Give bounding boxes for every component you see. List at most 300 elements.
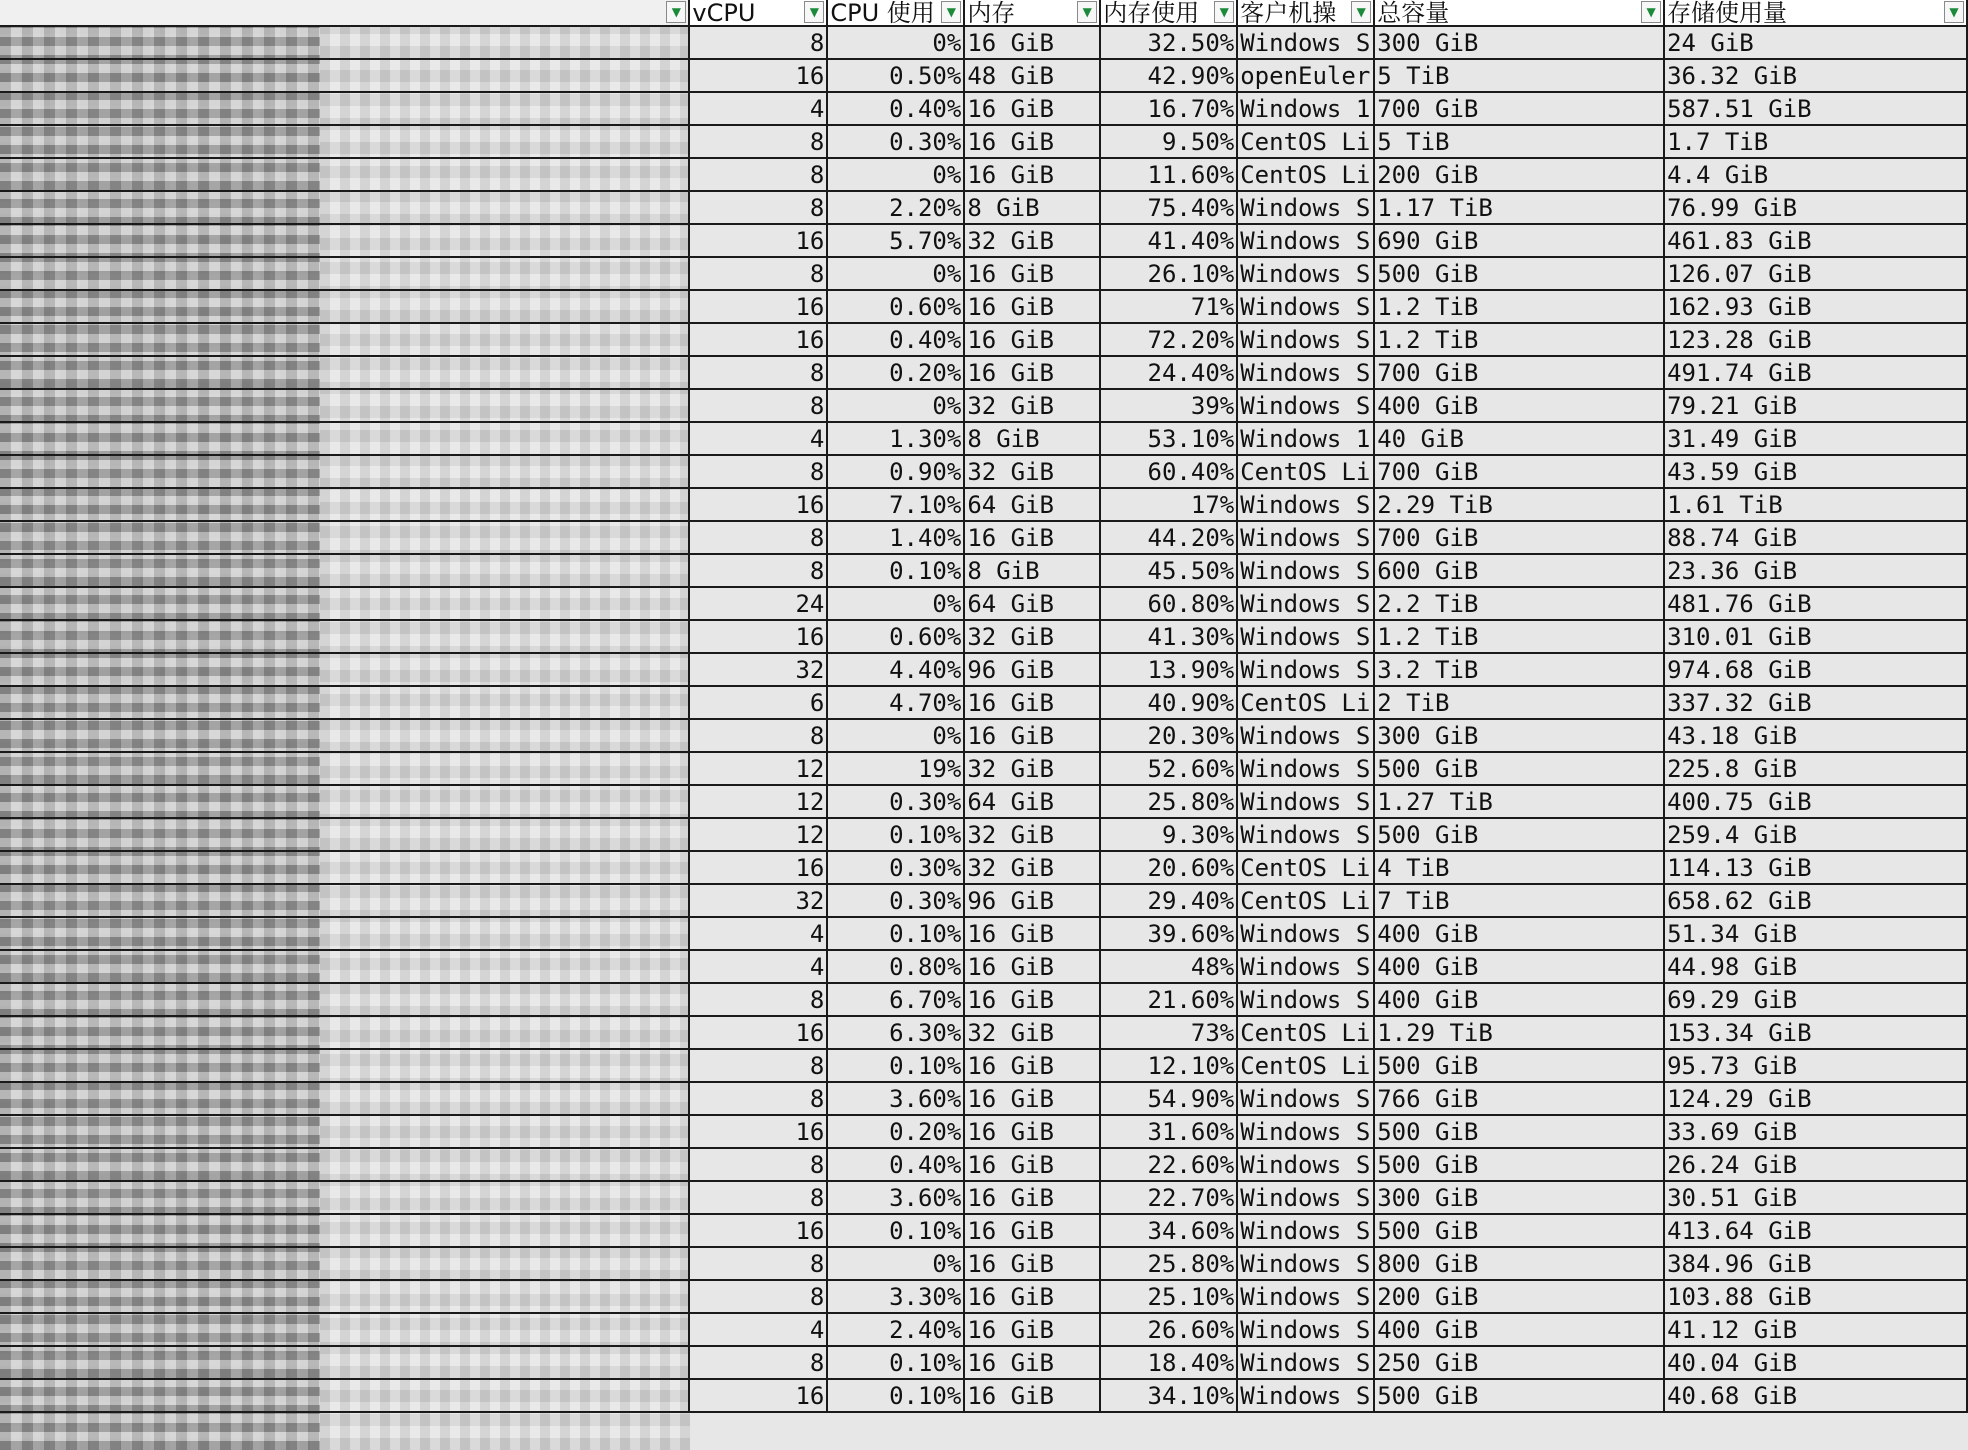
cell-redacted-name[interactable] [0,587,689,620]
cell-memory[interactable]: 16 GiB [964,356,1100,389]
cell-guest-os[interactable]: Windows S [1237,1148,1374,1181]
cell-total-capacity[interactable]: 700 GiB [1374,521,1664,554]
cell-redacted-name[interactable] [0,917,689,950]
cell-storage-usage[interactable]: 123.28 GiB [1664,323,1967,356]
filter-dropdown-icon[interactable]: ▼ [1641,1,1661,23]
cell-total-capacity[interactable]: 500 GiB [1374,1379,1664,1412]
cell-vcpu[interactable]: 8 [689,1181,827,1214]
cell-guest-os[interactable]: Windows S [1237,389,1374,422]
cell-guest-os[interactable]: Windows S [1237,488,1374,521]
cell-storage-usage[interactable]: 413.64 GiB [1664,1214,1967,1247]
cell-total-capacity[interactable]: 1.29 TiB [1374,1016,1664,1049]
cell-redacted-name[interactable] [0,752,689,785]
cell-total-capacity[interactable]: 400 GiB [1374,950,1664,983]
cell-memory[interactable]: 16 GiB [964,983,1100,1016]
cell-mem-usage[interactable]: 22.60% [1100,1148,1237,1181]
cell-guest-os[interactable]: Windows S [1237,290,1374,323]
cell-memory[interactable]: 96 GiB [964,884,1100,917]
cell-mem-usage[interactable]: 75.40% [1100,191,1237,224]
cell-cpu-usage[interactable]: 2.20% [827,191,964,224]
cell-vcpu[interactable]: 16 [689,1214,827,1247]
cell-cpu-usage[interactable]: 19% [827,752,964,785]
cell-cpu-usage[interactable]: 0.30% [827,785,964,818]
cell-storage-usage[interactable]: 337.32 GiB [1664,686,1967,719]
cell-redacted-name[interactable] [0,92,689,125]
cell-storage-usage[interactable]: 41.12 GiB [1664,1313,1967,1346]
cell-cpu-usage[interactable]: 0.50% [827,59,964,92]
header-vcpu[interactable] [689,0,827,26]
cell-redacted-name[interactable] [0,818,689,851]
cell-redacted-name[interactable] [0,950,689,983]
cell-total-capacity[interactable]: 5 TiB [1374,59,1664,92]
cell-vcpu[interactable]: 8 [689,719,827,752]
cell-redacted-name[interactable] [0,224,689,257]
cell-cpu-usage[interactable]: 5.70% [827,224,964,257]
cell-memory[interactable]: 96 GiB [964,653,1100,686]
cell-storage-usage[interactable]: 1.61 TiB [1664,488,1967,521]
cell-guest-os[interactable]: Windows S [1237,323,1374,356]
cell-memory[interactable]: 16 GiB [964,521,1100,554]
cell-total-capacity[interactable]: 250 GiB [1374,1346,1664,1379]
cell-storage-usage[interactable]: 95.73 GiB [1664,1049,1967,1082]
cell-total-capacity[interactable]: 2 TiB [1374,686,1664,719]
cell-vcpu[interactable]: 4 [689,1313,827,1346]
cell-redacted-name[interactable] [0,1247,689,1280]
cell-memory[interactable]: 16 GiB [964,1181,1100,1214]
cell-vcpu[interactable]: 8 [689,1247,827,1280]
cell-memory[interactable]: 8 GiB [964,422,1100,455]
cell-cpu-usage[interactable]: 0.60% [827,620,964,653]
cell-redacted-name[interactable] [0,1214,689,1247]
cell-cpu-usage[interactable]: 0.10% [827,1214,964,1247]
cell-guest-os[interactable]: Windows S [1237,1280,1374,1313]
cell-memory[interactable]: 16 GiB [964,1280,1100,1313]
cell-total-capacity[interactable]: 500 GiB [1374,1049,1664,1082]
cell-storage-usage[interactable]: 481.76 GiB [1664,587,1967,620]
cell-redacted-name[interactable] [0,323,689,356]
cell-total-capacity[interactable]: 400 GiB [1374,389,1664,422]
cell-vcpu[interactable]: 16 [689,1016,827,1049]
cell-storage-usage[interactable]: 124.29 GiB [1664,1082,1967,1115]
cell-guest-os[interactable]: Windows S [1237,785,1374,818]
cell-storage-usage[interactable]: 587.51 GiB [1664,92,1967,125]
cell-guest-os[interactable]: Windows S [1237,1214,1374,1247]
cell-mem-usage[interactable]: 39.60% [1100,917,1237,950]
cell-guest-os[interactable]: Windows S [1237,521,1374,554]
cell-redacted-name[interactable] [0,884,689,917]
cell-mem-usage[interactable]: 9.50% [1100,125,1237,158]
cell-total-capacity[interactable]: 300 GiB [1374,26,1664,59]
cell-memory[interactable]: 16 GiB [964,92,1100,125]
cell-vcpu[interactable]: 12 [689,818,827,851]
cell-mem-usage[interactable]: 25.80% [1100,1247,1237,1280]
cell-redacted-name[interactable] [0,1181,689,1214]
cell-cpu-usage[interactable]: 0.40% [827,92,964,125]
cell-total-capacity[interactable]: 1.2 TiB [1374,620,1664,653]
cell-memory[interactable]: 32 GiB [964,620,1100,653]
cell-storage-usage[interactable]: 126.07 GiB [1664,257,1967,290]
cell-mem-usage[interactable]: 22.70% [1100,1181,1237,1214]
cell-redacted-name[interactable] [0,1313,689,1346]
cell-mem-usage[interactable]: 60.40% [1100,455,1237,488]
cell-mem-usage[interactable]: 48% [1100,950,1237,983]
cell-memory[interactable]: 64 GiB [964,587,1100,620]
cell-redacted-name[interactable] [0,719,689,752]
filter-dropdown-icon[interactable]: ▼ [1351,1,1371,23]
cell-storage-usage[interactable]: 103.88 GiB [1664,1280,1967,1313]
cell-vcpu[interactable]: 16 [689,851,827,884]
cell-guest-os[interactable]: Windows S [1237,191,1374,224]
cell-mem-usage[interactable]: 45.50% [1100,554,1237,587]
cell-total-capacity[interactable]: 300 GiB [1374,719,1664,752]
cell-total-capacity[interactable]: 500 GiB [1374,818,1664,851]
filter-dropdown-icon[interactable]: ▼ [804,1,824,23]
cell-storage-usage[interactable]: 4.4 GiB [1664,158,1967,191]
filter-dropdown-icon[interactable]: ▼ [666,1,686,23]
cell-memory[interactable]: 16 GiB [964,1379,1100,1412]
cell-mem-usage[interactable]: 42.90% [1100,59,1237,92]
cell-memory[interactable]: 48 GiB [964,59,1100,92]
cell-memory[interactable]: 8 GiB [964,554,1100,587]
cell-memory[interactable]: 16 GiB [964,290,1100,323]
cell-guest-os[interactable]: CentOS Li [1237,1016,1374,1049]
cell-vcpu[interactable]: 8 [689,554,827,587]
cell-mem-usage[interactable]: 44.20% [1100,521,1237,554]
cell-guest-os[interactable]: Windows S [1237,818,1374,851]
cell-guest-os[interactable]: Windows S [1237,587,1374,620]
cell-vcpu[interactable]: 24 [689,587,827,620]
cell-redacted-name[interactable] [0,851,689,884]
cell-memory[interactable]: 16 GiB [964,1214,1100,1247]
cell-memory[interactable]: 16 GiB [964,26,1100,59]
cell-memory[interactable]: 16 GiB [964,917,1100,950]
cell-cpu-usage[interactable]: 0.10% [827,1346,964,1379]
cell-storage-usage[interactable]: 974.68 GiB [1664,653,1967,686]
cell-storage-usage[interactable]: 23.36 GiB [1664,554,1967,587]
cell-guest-os[interactable]: CentOS Li [1237,158,1374,191]
cell-cpu-usage[interactable]: 0.30% [827,884,964,917]
cell-vcpu[interactable]: 32 [689,653,827,686]
cell-total-capacity[interactable]: 500 GiB [1374,1148,1664,1181]
cell-vcpu[interactable]: 16 [689,620,827,653]
cell-cpu-usage[interactable]: 0.30% [827,851,964,884]
cell-total-capacity[interactable]: 400 GiB [1374,917,1664,950]
cell-mem-usage[interactable]: 17% [1100,488,1237,521]
cell-guest-os[interactable]: Windows S [1237,554,1374,587]
cell-guest-os[interactable]: Windows 1 [1237,422,1374,455]
cell-vcpu[interactable]: 4 [689,950,827,983]
cell-redacted-name[interactable] [0,1115,689,1148]
cell-redacted-name[interactable] [0,1016,689,1049]
cell-storage-usage[interactable]: 153.34 GiB [1664,1016,1967,1049]
cell-total-capacity[interactable]: 5 TiB [1374,125,1664,158]
cell-vcpu[interactable]: 12 [689,785,827,818]
cell-vcpu[interactable]: 8 [689,1346,827,1379]
cell-cpu-usage[interactable]: 0.10% [827,554,964,587]
cell-guest-os[interactable]: Windows S [1237,983,1374,1016]
cell-vcpu[interactable]: 8 [689,1148,827,1181]
cell-mem-usage[interactable]: 18.40% [1100,1346,1237,1379]
cell-total-capacity[interactable]: 600 GiB [1374,554,1664,587]
cell-total-capacity[interactable]: 690 GiB [1374,224,1664,257]
cell-mem-usage[interactable]: 32.50% [1100,26,1237,59]
cell-storage-usage[interactable]: 44.98 GiB [1664,950,1967,983]
cell-cpu-usage[interactable]: 0.60% [827,290,964,323]
cell-redacted-name[interactable] [0,1049,689,1082]
cell-total-capacity[interactable]: 300 GiB [1374,1181,1664,1214]
cell-mem-usage[interactable]: 41.40% [1100,224,1237,257]
cell-cpu-usage[interactable]: 0% [827,389,964,422]
cell-cpu-usage[interactable]: 6.70% [827,983,964,1016]
cell-guest-os[interactable]: CentOS Li [1237,1049,1374,1082]
cell-cpu-usage[interactable]: 0.20% [827,356,964,389]
cell-cpu-usage[interactable]: 0.30% [827,125,964,158]
cell-storage-usage[interactable]: 31.49 GiB [1664,422,1967,455]
cell-guest-os[interactable]: CentOS Li [1237,455,1374,488]
cell-cpu-usage[interactable]: 0.10% [827,1379,964,1412]
cell-total-capacity[interactable]: 800 GiB [1374,1247,1664,1280]
cell-cpu-usage[interactable]: 0% [827,257,964,290]
cell-total-capacity[interactable]: 700 GiB [1374,92,1664,125]
cell-memory[interactable]: 16 GiB [964,1247,1100,1280]
cell-mem-usage[interactable]: 39% [1100,389,1237,422]
cell-storage-usage[interactable]: 310.01 GiB [1664,620,1967,653]
cell-redacted-name[interactable] [0,686,689,719]
cell-storage-usage[interactable]: 40.68 GiB [1664,1379,1967,1412]
cell-storage-usage[interactable]: 69.29 GiB [1664,983,1967,1016]
cell-mem-usage[interactable]: 13.90% [1100,653,1237,686]
cell-cpu-usage[interactable]: 4.40% [827,653,964,686]
cell-storage-usage[interactable]: 26.24 GiB [1664,1148,1967,1181]
cell-cpu-usage[interactable]: 6.30% [827,1016,964,1049]
cell-redacted-name[interactable] [0,26,689,59]
cell-vcpu[interactable]: 6 [689,686,827,719]
cell-mem-usage[interactable]: 73% [1100,1016,1237,1049]
cell-guest-os[interactable]: Windows S [1237,26,1374,59]
cell-total-capacity[interactable]: 500 GiB [1374,1214,1664,1247]
cell-cpu-usage[interactable]: 4.70% [827,686,964,719]
cell-cpu-usage[interactable]: 0.40% [827,323,964,356]
cell-cpu-usage[interactable]: 0.10% [827,917,964,950]
header-cpu-usage[interactable] [827,0,964,26]
cell-redacted-name[interactable] [0,125,689,158]
cell-cpu-usage[interactable]: 2.40% [827,1313,964,1346]
cell-total-capacity[interactable]: 1.27 TiB [1374,785,1664,818]
cell-memory[interactable]: 16 GiB [964,950,1100,983]
cell-vcpu[interactable]: 8 [689,26,827,59]
cell-storage-usage[interactable]: 658.62 GiB [1664,884,1967,917]
cell-cpu-usage[interactable]: 0.90% [827,455,964,488]
cell-cpu-usage[interactable]: 7.10% [827,488,964,521]
cell-storage-usage[interactable]: 461.83 GiB [1664,224,1967,257]
cell-total-capacity[interactable]: 400 GiB [1374,983,1664,1016]
cell-mem-usage[interactable]: 25.10% [1100,1280,1237,1313]
cell-vcpu[interactable]: 8 [689,389,827,422]
cell-vcpu[interactable]: 16 [689,290,827,323]
cell-mem-usage[interactable]: 21.60% [1100,983,1237,1016]
cell-redacted-name[interactable] [0,488,689,521]
cell-guest-os[interactable]: Windows S [1237,1082,1374,1115]
cell-total-capacity[interactable]: 1.17 TiB [1374,191,1664,224]
cell-redacted-name[interactable] [0,1082,689,1115]
cell-memory[interactable]: 16 GiB [964,1115,1100,1148]
cell-vcpu[interactable]: 8 [689,356,827,389]
cell-guest-os[interactable]: openEuler [1237,59,1374,92]
cell-redacted-name[interactable] [0,389,689,422]
cell-memory[interactable]: 16 GiB [964,686,1100,719]
cell-cpu-usage[interactable]: 0% [827,26,964,59]
cell-guest-os[interactable]: Windows S [1237,1115,1374,1148]
cell-guest-os[interactable]: Windows S [1237,257,1374,290]
cell-redacted-name[interactable] [0,785,689,818]
cell-total-capacity[interactable]: 4 TiB [1374,851,1664,884]
filter-dropdown-icon[interactable]: ▼ [1077,1,1097,23]
cell-total-capacity[interactable]: 700 GiB [1374,455,1664,488]
cell-mem-usage[interactable]: 31.60% [1100,1115,1237,1148]
cell-total-capacity[interactable]: 700 GiB [1374,356,1664,389]
cell-memory[interactable]: 32 GiB [964,224,1100,257]
cell-guest-os[interactable]: Windows S [1237,950,1374,983]
cell-memory[interactable]: 32 GiB [964,389,1100,422]
cell-redacted-name[interactable] [0,653,689,686]
cell-redacted-name[interactable] [0,257,689,290]
cell-memory[interactable]: 64 GiB [964,488,1100,521]
cell-total-capacity[interactable]: 500 GiB [1374,752,1664,785]
cell-mem-usage[interactable]: 24.40% [1100,356,1237,389]
cell-guest-os[interactable]: CentOS Li [1237,686,1374,719]
cell-storage-usage[interactable]: 40.04 GiB [1664,1346,1967,1379]
cell-guest-os[interactable]: Windows S [1237,1181,1374,1214]
cell-memory[interactable]: 64 GiB [964,785,1100,818]
cell-cpu-usage[interactable]: 0% [827,719,964,752]
cell-cpu-usage[interactable]: 0.40% [827,1148,964,1181]
cell-vcpu[interactable]: 16 [689,59,827,92]
cell-vcpu[interactable]: 8 [689,1049,827,1082]
cell-guest-os[interactable]: Windows S [1237,1346,1374,1379]
cell-memory[interactable]: 16 GiB [964,323,1100,356]
cell-memory[interactable]: 16 GiB [964,1346,1100,1379]
cell-vcpu[interactable]: 32 [689,884,827,917]
cell-storage-usage[interactable]: 36.32 GiB [1664,59,1967,92]
cell-total-capacity[interactable]: 200 GiB [1374,1280,1664,1313]
cell-total-capacity[interactable]: 40 GiB [1374,422,1664,455]
cell-memory[interactable]: 32 GiB [964,818,1100,851]
cell-storage-usage[interactable]: 114.13 GiB [1664,851,1967,884]
cell-vcpu[interactable]: 16 [689,323,827,356]
cell-guest-os[interactable]: Windows S [1237,1379,1374,1412]
cell-guest-os[interactable]: Windows S [1237,917,1374,950]
cell-total-capacity[interactable]: 1.2 TiB [1374,323,1664,356]
cell-mem-usage[interactable]: 20.60% [1100,851,1237,884]
cell-cpu-usage[interactable]: 1.40% [827,521,964,554]
cell-mem-usage[interactable]: 9.30% [1100,818,1237,851]
cell-vcpu[interactable]: 16 [689,1115,827,1148]
cell-storage-usage[interactable]: 259.4 GiB [1664,818,1967,851]
cell-storage-usage[interactable]: 30.51 GiB [1664,1181,1967,1214]
cell-memory[interactable]: 16 GiB [964,1049,1100,1082]
cell-redacted-name[interactable] [0,620,689,653]
header-guest-os[interactable] [1237,0,1374,26]
cell-memory[interactable]: 16 GiB [964,257,1100,290]
cell-memory[interactable]: 32 GiB [964,752,1100,785]
cell-total-capacity[interactable]: 766 GiB [1374,1082,1664,1115]
cell-mem-usage[interactable]: 52.60% [1100,752,1237,785]
cell-vcpu[interactable]: 8 [689,158,827,191]
cell-memory[interactable]: 32 GiB [964,1016,1100,1049]
cell-total-capacity[interactable]: 500 GiB [1374,1115,1664,1148]
cell-memory[interactable]: 16 GiB [964,125,1100,158]
cell-cpu-usage[interactable]: 0% [827,1247,964,1280]
header-total-capacity[interactable] [1374,0,1664,26]
cell-cpu-usage[interactable]: 0.10% [827,1049,964,1082]
cell-memory[interactable]: 16 GiB [964,158,1100,191]
cell-total-capacity[interactable]: 7 TiB [1374,884,1664,917]
cell-vcpu[interactable]: 4 [689,422,827,455]
cell-cpu-usage[interactable]: 3.60% [827,1181,964,1214]
cell-storage-usage[interactable]: 79.21 GiB [1664,389,1967,422]
cell-total-capacity[interactable]: 500 GiB [1374,257,1664,290]
cell-vcpu[interactable]: 8 [689,191,827,224]
cell-memory[interactable]: 16 GiB [964,1082,1100,1115]
cell-mem-usage[interactable]: 34.60% [1100,1214,1237,1247]
cell-mem-usage[interactable]: 41.30% [1100,620,1237,653]
cell-redacted-name[interactable] [0,158,689,191]
cell-total-capacity[interactable]: 2.29 TiB [1374,488,1664,521]
cell-storage-usage[interactable]: 225.8 GiB [1664,752,1967,785]
cell-vcpu[interactable]: 16 [689,224,827,257]
cell-guest-os[interactable]: Windows S [1237,1247,1374,1280]
cell-guest-os[interactable]: Windows S [1237,752,1374,785]
cell-storage-usage[interactable]: 88.74 GiB [1664,521,1967,554]
cell-memory[interactable]: 8 GiB [964,191,1100,224]
cell-redacted-name[interactable] [0,422,689,455]
cell-storage-usage[interactable]: 491.74 GiB [1664,356,1967,389]
cell-guest-os[interactable]: Windows 1 [1237,92,1374,125]
cell-mem-usage[interactable]: 72.20% [1100,323,1237,356]
cell-mem-usage[interactable]: 25.80% [1100,785,1237,818]
cell-vcpu[interactable]: 16 [689,1379,827,1412]
cell-guest-os[interactable]: Windows S [1237,719,1374,752]
cell-mem-usage[interactable]: 29.40% [1100,884,1237,917]
cell-cpu-usage[interactable]: 0.80% [827,950,964,983]
cell-mem-usage[interactable]: 16.70% [1100,92,1237,125]
cell-storage-usage[interactable]: 43.18 GiB [1664,719,1967,752]
header-memory[interactable] [964,0,1100,26]
cell-guest-os[interactable]: Windows S [1237,356,1374,389]
cell-guest-os[interactable]: CentOS Li [1237,851,1374,884]
cell-guest-os[interactable]: Windows S [1237,224,1374,257]
cell-mem-usage[interactable]: 60.80% [1100,587,1237,620]
cell-redacted-name[interactable] [0,455,689,488]
filter-dropdown-icon[interactable]: ▼ [941,1,961,23]
cell-memory[interactable]: 16 GiB [964,1313,1100,1346]
cell-guest-os[interactable]: CentOS Li [1237,125,1374,158]
cell-storage-usage[interactable]: 384.96 GiB [1664,1247,1967,1280]
cell-memory[interactable]: 16 GiB [964,1148,1100,1181]
cell-vcpu[interactable]: 4 [689,92,827,125]
cell-storage-usage[interactable]: 76.99 GiB [1664,191,1967,224]
cell-vcpu[interactable]: 8 [689,983,827,1016]
cell-memory[interactable]: 32 GiB [964,851,1100,884]
cell-vcpu[interactable]: 4 [689,917,827,950]
filter-dropdown-icon[interactable]: ▼ [1944,1,1964,23]
cell-mem-usage[interactable]: 53.10% [1100,422,1237,455]
cell-cpu-usage[interactable]: 3.30% [827,1280,964,1313]
cell-total-capacity[interactable]: 2.2 TiB [1374,587,1664,620]
cell-vcpu[interactable]: 8 [689,521,827,554]
cell-cpu-usage[interactable]: 0% [827,158,964,191]
cell-redacted-name[interactable] [0,1280,689,1313]
